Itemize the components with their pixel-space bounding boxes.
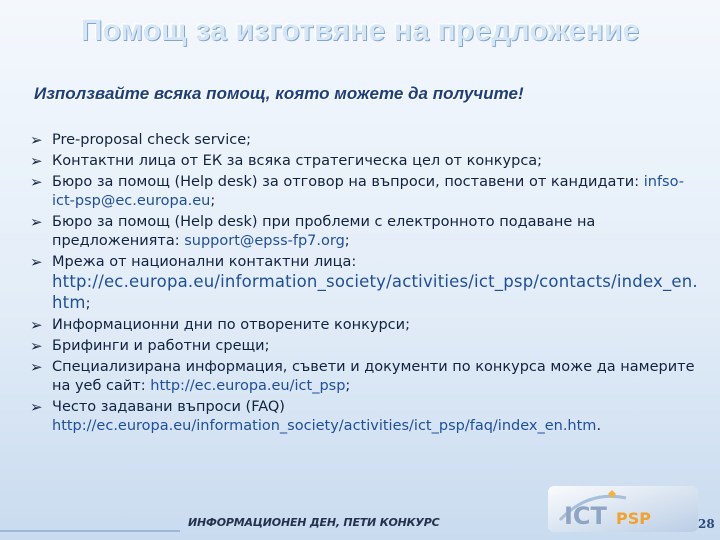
bullet-suffix: ; xyxy=(85,296,91,312)
slide-subtitle: Използвайте всяка помощ, която можете да получите! xyxy=(34,84,524,103)
arrow-bullet-icon: ➢ xyxy=(30,253,43,271)
contacts-url-link[interactable]: http://ec.europa.eu/information_society/activities/ict_psp/contacts/index_en.htm xyxy=(52,272,698,312)
bullet-text: Често задавани въпроси (FAQ) xyxy=(52,399,285,415)
bullet-suffix: ; xyxy=(210,193,216,209)
ict-psp-logo xyxy=(548,486,698,532)
arrow-bullet-icon: ➢ xyxy=(30,173,43,191)
bullet-suffix: . xyxy=(596,418,602,434)
helpdesk-email-link[interactable]: infso-ict-psp@ec.europa.eu xyxy=(52,174,684,209)
ict-psp-website-link[interactable]: http://ec.europa.eu/ict_psp xyxy=(150,378,346,394)
footer-event-name: ИНФОРМАЦИОНЕН ДЕН, ПЕТИ КОНКУРС xyxy=(188,516,440,529)
arrow-bullet-icon: ➢ xyxy=(30,337,43,355)
arrow-bullet-icon: ➢ xyxy=(30,131,43,149)
arrow-bullet-icon: ➢ xyxy=(30,358,43,376)
list-item xyxy=(30,213,700,251)
footer-divider xyxy=(0,530,180,532)
bullet-suffix: ; xyxy=(344,233,350,249)
list-item xyxy=(30,358,700,396)
list-item xyxy=(30,173,700,211)
bullet-text: Pre-proposal check service; xyxy=(52,132,252,148)
list-item xyxy=(30,337,700,356)
svg-text:ICT: ICT xyxy=(564,502,607,530)
faq-url-link[interactable]: http://ec.europa.eu/information_society/activities/ict_psp/faq/index_en.htm xyxy=(52,418,597,434)
arrow-bullet-icon: ➢ xyxy=(30,316,43,334)
list-item xyxy=(30,131,700,150)
list-item xyxy=(30,253,700,314)
arrow-bullet-icon: ➢ xyxy=(30,152,43,170)
bullet-text: Бюро за помощ (Help desk) за отговор на въпроси, поставени от кандидати: xyxy=(52,174,644,190)
arrow-bullet-icon: ➢ xyxy=(30,398,43,416)
bullet-suffix: ; xyxy=(345,378,351,394)
bullet-text: Бюро за помощ (Help desk) при проблеми с електронното подаване на предложенията: xyxy=(52,214,596,249)
arrow-bullet-icon: ➢ xyxy=(30,213,43,231)
bullet-text: Специализирана информация, съвети и документи по конкурса може да намерите на уеб сайт: xyxy=(52,359,695,394)
bullet-text: Мрежа от национални контактни лица: xyxy=(52,254,357,270)
bullet-text: Информационни дни по отворените конкурси; xyxy=(52,317,410,333)
list-item xyxy=(30,316,700,335)
bullet-list xyxy=(30,131,700,438)
epss-support-email-link[interactable]: support@epss-fp7.org xyxy=(184,233,345,249)
list-item xyxy=(30,398,700,436)
page-number: 28 xyxy=(698,517,715,531)
bullet-text: Брифинги и работни срещи; xyxy=(52,338,270,354)
list-item xyxy=(30,152,700,171)
slide-title: Помощ за изготвяне на предложение xyxy=(80,14,640,47)
bullet-text: Контактни лица от ЕК за всяка стратегическа цел от конкурса; xyxy=(52,153,543,169)
svg-text:PSP: PSP xyxy=(616,509,651,528)
